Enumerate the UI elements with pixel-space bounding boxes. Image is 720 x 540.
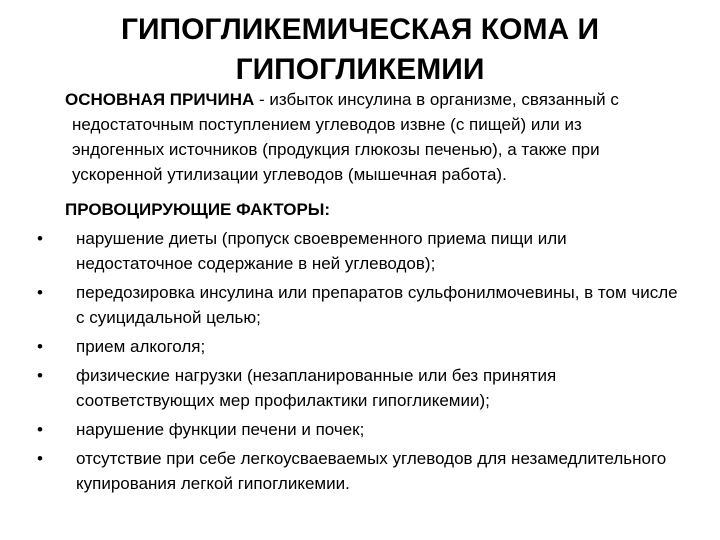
factor-text: передозировка инсулина или препаратов сульфонилмочевины, в том числе с суицидальной целью; bbox=[76, 283, 678, 327]
slide-title: ГИПОГЛИКЕМИЧЕСКАЯ КОМА И ГИПОГЛИКЕМИИ bbox=[120, 13, 600, 86]
factors-heading: ПРОВОЦИРУЮЩИЕ ФАКТОРЫ: bbox=[65, 200, 331, 219]
factor-text: физические нагрузки (незапланированные или без принятия соответствующих мер профилактики гипогликемии); bbox=[76, 366, 557, 410]
bullet-icon: • bbox=[37, 283, 43, 302]
main-cause-text: - избыток инсулина в организме, связанный с недостаточным поступлением углеводов извне (с пищей) или из эндогенных источников (продукция глюкозы печенью), а также при ускоренной утилизации углеводов (мышечная работа). bbox=[72, 90, 619, 184]
main-cause-label: ОСНОВНАЯ ПРИЧИНА bbox=[65, 90, 255, 109]
main-cause-lines bbox=[65, 87, 664, 187]
bullet-icon: • bbox=[37, 229, 43, 248]
slide-body bbox=[0, 87, 720, 500]
bullet-icon: • bbox=[37, 337, 43, 356]
bullet-icon: • bbox=[37, 366, 43, 385]
factor-text: нарушение функции печени и почек; bbox=[76, 420, 365, 439]
factor-item bbox=[0, 334, 720, 359]
factor-text: нарушение диеты (пропуск своевременного приема пищи или недостаточное содержание в ней углеводов); bbox=[76, 229, 567, 273]
factor-item bbox=[0, 446, 720, 496]
factor-text: прием алкоголя; bbox=[76, 337, 206, 356]
main-cause-paragraph bbox=[65, 87, 664, 187]
factor-item bbox=[0, 280, 720, 330]
factor-item bbox=[0, 417, 720, 442]
factor-item bbox=[0, 226, 720, 276]
bullet-icon: • bbox=[37, 449, 43, 468]
factor-text: отсутствие при себе легкоусваеваемых углеводов для незамедлительного купирования легкой гипогликемии. bbox=[76, 449, 667, 493]
bullet-icon: • bbox=[37, 420, 43, 439]
factor-item bbox=[0, 363, 720, 413]
factors-list bbox=[0, 226, 720, 496]
